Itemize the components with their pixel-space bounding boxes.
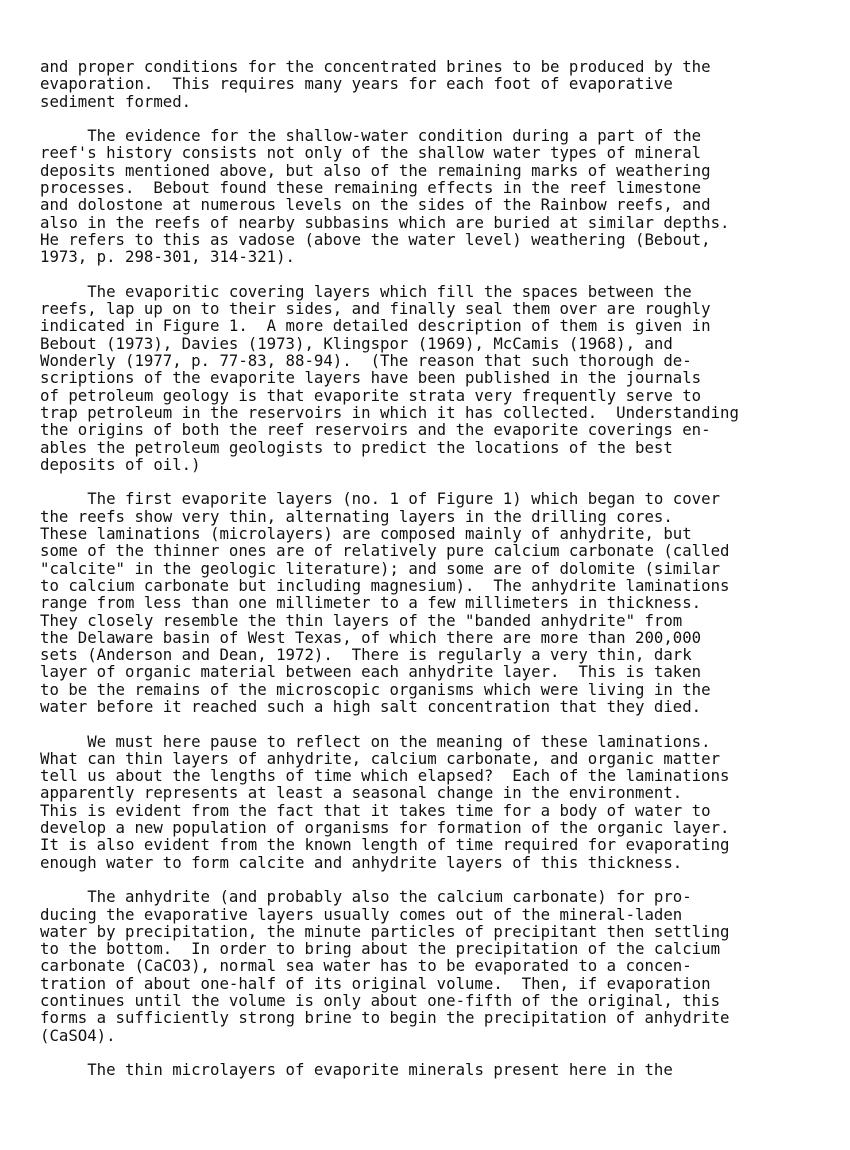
text-line: develop a new population of organisms for formation of the organic layer. <box>40 818 730 838</box>
text-line: water before it reached such a high salt concentration that they died. <box>40 696 702 716</box>
text-line: to calcium carbonate but including magnesium). The anhydrite laminations <box>40 575 730 595</box>
text-line: and dolostone at numerous levels on the sides of the Rainbow reefs, and <box>40 195 711 215</box>
text-line: ducing the evaporative layers usually comes out of the mineral-laden <box>40 904 683 924</box>
text-line: of petroleum geology is that evaporite strata very frequently serve to <box>40 385 702 405</box>
text-line: 1973, p. 298-301, 314-321). <box>40 247 296 267</box>
text-line: the origins of both the reef reservoirs and the evaporite coverings en- <box>40 420 711 440</box>
text-line: to be the remains of the microscopic organisms which were living in the <box>40 679 711 699</box>
text-line: What can thin layers of anhydrite, calcium carbonate, and organic matter <box>40 748 721 768</box>
text-line: (CaSO4). <box>40 1025 116 1045</box>
text-line: and proper conditions for the concentrated brines to be produced by the <box>40 57 711 76</box>
text-line: water by precipitation, the minute particles of precipitant then settling <box>40 921 730 941</box>
text-line: to the bottom. In order to bring about the precipitation of the calcium <box>40 939 721 959</box>
text-line: They closely resemble the thin layers of the "banded anhydrite" from <box>40 610 683 630</box>
text-line: tration of about one-half of its original volume. Then, if evaporation <box>40 973 711 993</box>
paragraph-7 <box>40 1061 830 1078</box>
paragraph-1 <box>40 58 830 110</box>
text-line: scriptions of the evaporite layers have been published in the journals <box>40 368 702 388</box>
text-line: ables the petroleum geologists to predict the locations of the best <box>40 437 673 457</box>
text-line: range from less than one millimeter to a few millimeters in thickness. <box>40 593 702 613</box>
paragraph-5 <box>40 733 830 871</box>
text-line: He refers to this as vadose (above the water level) weathering (Bebout, <box>40 229 711 249</box>
text-line: We must here pause to reflect on the meaning of these laminations. <box>40 731 711 751</box>
text-line: indicated in Figure 1. A more detailed description of them is given in <box>40 316 711 336</box>
text-line: also in the reefs of nearby subbasins which are buried at similar depths. <box>40 212 730 232</box>
text-line: deposits of oil.) <box>40 454 201 474</box>
text-line: evaporation. This requires many years for each foot of evaporative <box>40 74 673 94</box>
text-line: The thin microlayers of evaporite minerals present here in the <box>40 1060 673 1080</box>
paragraph-2 <box>40 127 830 265</box>
text-line: Wonderly (1977, p. 77-83, 88-94). (The reason that such thorough de- <box>40 351 692 371</box>
text-line: Bebout (1973), Davies (1973), Klingspor (1969), McCamis (1968), and <box>40 333 673 353</box>
paragraph-6 <box>40 888 830 1044</box>
text-line: sets (Anderson and Dean, 1972). There is regularly a very thin, dark <box>40 645 692 665</box>
text-line: carbonate (CaCO3), normal sea water has to be evaporated to a concen- <box>40 956 692 976</box>
text-line: the reefs show very thin, alternating layers in the drilling cores. <box>40 506 673 526</box>
text-line: The evaporitic covering layers which fill the spaces between the <box>40 281 692 301</box>
text-line: This is evident from the fact that it takes time for a body of water to <box>40 800 711 820</box>
text-line: forms a sufficiently strong brine to begin the precipitation of anhydrite <box>40 1008 730 1028</box>
text-line: It is also evident from the known length of time required for evaporating <box>40 835 730 855</box>
text-line: enough water to form calcite and anhydrite layers of this thickness. <box>40 852 683 872</box>
text-line: These laminations (microlayers) are composed mainly of anhydrite, but <box>40 524 692 544</box>
text-line: continues until the volume is only about one-fifth of the original, this <box>40 991 721 1011</box>
text-line: reef's history consists not only of the shallow water types of mineral <box>40 143 702 163</box>
text-line: layer of organic material between each anhydrite layer. This is taken <box>40 662 702 682</box>
text-line: The first evaporite layers (no. 1 of Figure 1) which began to cover <box>40 489 721 509</box>
text-line: processes. Bebout found these remaining effects in the reef limestone <box>40 178 702 198</box>
text-line: "calcite" in the geologic literature); and some are of dolomite (similar <box>40 558 721 578</box>
text-line: The anhydrite (and probably also the calcium carbonate) for pro- <box>40 887 692 907</box>
paragraph-4 <box>40 490 830 715</box>
document-page <box>40 58 830 1096</box>
text-line: some of the thinner ones are of relatively pure calcium carbonate (called <box>40 541 730 561</box>
text-line: trap petroleum in the reservoirs in which it has collected. Understanding <box>40 402 739 422</box>
text-line: The evidence for the shallow-water condition during a part of the <box>40 126 702 146</box>
text-line: the Delaware basin of West Texas, of which there are more than 200,000 <box>40 627 702 647</box>
paragraph-3 <box>40 283 830 473</box>
text-line: sediment formed. <box>40 91 192 111</box>
text-line: reefs, lap up on to their sides, and finally seal them over are roughly <box>40 299 711 319</box>
text-line: apparently represents at least a seasonal change in the environment. <box>40 783 683 803</box>
text-line: tell us about the lengths of time which elapsed? Each of the laminations <box>40 766 730 786</box>
text-line: deposits mentioned above, but also of the remaining marks of weathering <box>40 160 711 180</box>
